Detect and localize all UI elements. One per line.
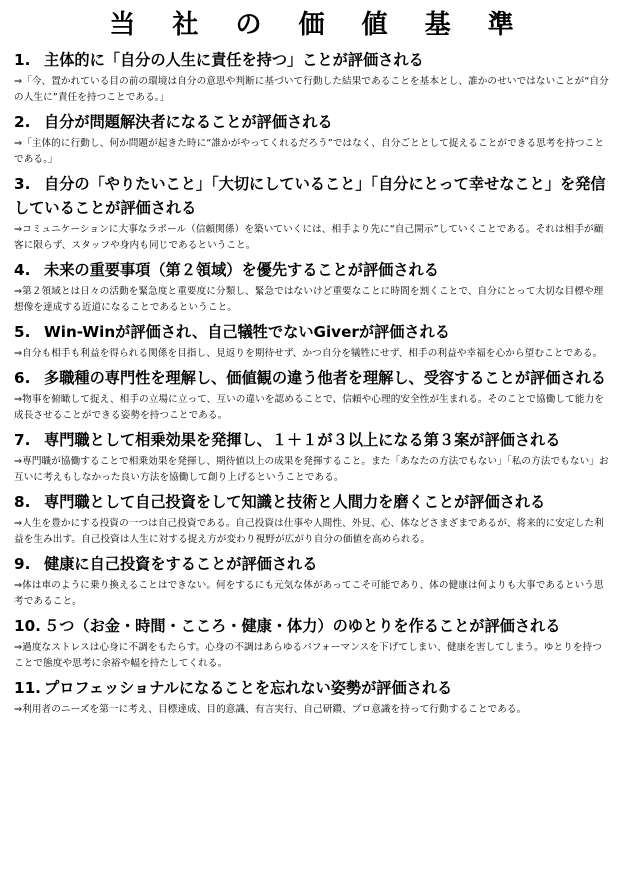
item-description: ⇒「主体的に行動し、何か問題が起きた時に“誰かがやってくれるだろう”ではなく、自分ごととして捉えることができる思考を持つことである。」 — [14, 138, 605, 165]
item-number: 7. — [14, 431, 31, 449]
item-heading — [14, 614, 609, 638]
item-heading — [14, 48, 609, 72]
item-heading — [14, 552, 609, 576]
value-item-5 — [14, 320, 609, 362]
item-heading-text: プロフェッショナルになることを忘れない姿勢が評価される — [44, 679, 453, 697]
value-item-10 — [14, 614, 609, 672]
item-description: ⇒第２領域とは日々の活動を緊急度と重要度に分類し、緊急ではないけど重要なことに時間を割くことで、自分にとって大切な目標や理想像を達成する近道になることであるということ。 — [14, 286, 604, 313]
item-number: 2. — [14, 113, 31, 131]
value-item-4 — [14, 258, 609, 316]
item-heading — [14, 490, 609, 514]
value-item-1 — [14, 48, 609, 106]
value-item-2 — [14, 110, 609, 168]
value-item-3 — [14, 172, 609, 254]
item-heading-text: 専門職として相乗効果を発揮し、１＋１が３以上になる第３案が評価される — [44, 431, 561, 449]
page-title: 当 社 の 価 値 基 準 — [109, 10, 528, 40]
item-heading — [14, 320, 609, 344]
item-heading-text: Win-Winが評価され、自己犠牲でないGiverが評価される — [44, 323, 450, 341]
item-heading-text: 専門職として自己投資をして知識と技術と人間力を磨くことが評価される — [44, 493, 546, 511]
item-description: ⇒専門職が協働することで相乗効果を発揮し、期待値以上の成果を発揮すること。また「あなたの方法でもない」「私の方法でもない」お互いに考えもしなかった良い方法を協働して創り上げるということである。 — [14, 456, 609, 483]
item-description: ⇒物事を俯瞰して捉え、相手の立場に立って、互いの違いを認めることで、信頼や心理的安全性が生まれる。そのことで協働して能力を成長させることができる姿勢を持つことである。 — [14, 394, 604, 421]
item-heading — [14, 258, 609, 282]
item-number: 1. — [14, 51, 31, 69]
item-heading — [14, 428, 609, 452]
item-number: 6. — [14, 369, 31, 387]
item-heading-text: 多職種の専門性を理解し、価値観の違う他者を理解し、受容することが評価される — [44, 369, 606, 387]
item-number: 8. — [14, 493, 31, 511]
item-heading-text: 健康に自己投資をすることが評価される — [44, 555, 318, 573]
item-description: ⇒自分も相手も利益を得られる関係を目指し、見返りを期待せず、かつ自分を犠牲にせず、相手の利益や幸福を心から望むことである。 — [14, 348, 603, 359]
item-heading-text: 未来の重要事項（第２領域）を優先することが評価される — [44, 261, 439, 279]
item-number: 3. — [14, 175, 31, 193]
value-item-11 — [14, 676, 609, 718]
value-item-6 — [14, 366, 609, 424]
item-heading — [14, 110, 609, 134]
item-heading-text: ５つ（お金・時間・こころ・健康・体力）のゆとりを作ることが評価される — [44, 617, 561, 635]
value-item-7 — [14, 428, 609, 486]
item-description: ⇒人生を豊かにする投資の一つは自己投資である。自己投資は仕事や人間性、外見、心、体などさまざまであるが、将来的に安定した利益を生み出す。自己投資は人生に対する捉え方が変わり視野が広がり自分の価値を高められる。 — [14, 518, 604, 545]
item-heading — [14, 172, 609, 220]
item-description: ⇒過度なストレスは心身に不調をもたらす。心身の不調はあらゆるパフォーマンスを下げてしまい、健康を害してしまう。ゆとりを持つことで態度や思考に余裕や幅を持たしてくれる。 — [14, 642, 602, 669]
item-number: 11. — [14, 679, 41, 697]
item-number: 5. — [14, 323, 31, 341]
item-heading-text: 主体的に「自分の人生に責任を持つ」ことが評価される — [44, 51, 424, 69]
item-number: 4. — [14, 261, 31, 279]
item-description: ⇒利用者のニーズを第一に考え、目標達成、目的意識、有言実行、自己研鑽、プロ意識を持って行動することである。 — [14, 704, 527, 715]
value-item-9 — [14, 552, 609, 610]
item-heading — [14, 366, 609, 390]
item-description: ⇒「今、置かれている目の前の環境は自分の意思や判断に基づいて行動した結果であることを基本とし、誰かのせいではないことが“自分の人生に”責任を持つことである。」 — [14, 76, 609, 103]
item-heading-text: 自分の「やりたいこと」「大切にしていること」「自分にとって幸せなこと」を発信していることが評価される — [14, 175, 606, 217]
item-description: ⇒体は車のように乗り換えることはできない。何をするにも元気な体があってこそ可能であり、体の健康は何よりも大事であるという思考であること。 — [14, 580, 604, 607]
item-number: 9. — [14, 555, 31, 573]
item-heading-text: 自分が問題解決者になることが評価される — [44, 113, 333, 131]
item-description: ⇒コミュニケーションに大事なラポール（信頼関係）を築いていくには、相手より先に“自己開示”していくことである。それは相手が顧客に限らず、スタッフや身内も同じであるということ。 — [14, 224, 604, 251]
item-heading — [14, 676, 609, 700]
item-number: 10. — [14, 617, 41, 635]
value-item-8 — [14, 490, 609, 548]
